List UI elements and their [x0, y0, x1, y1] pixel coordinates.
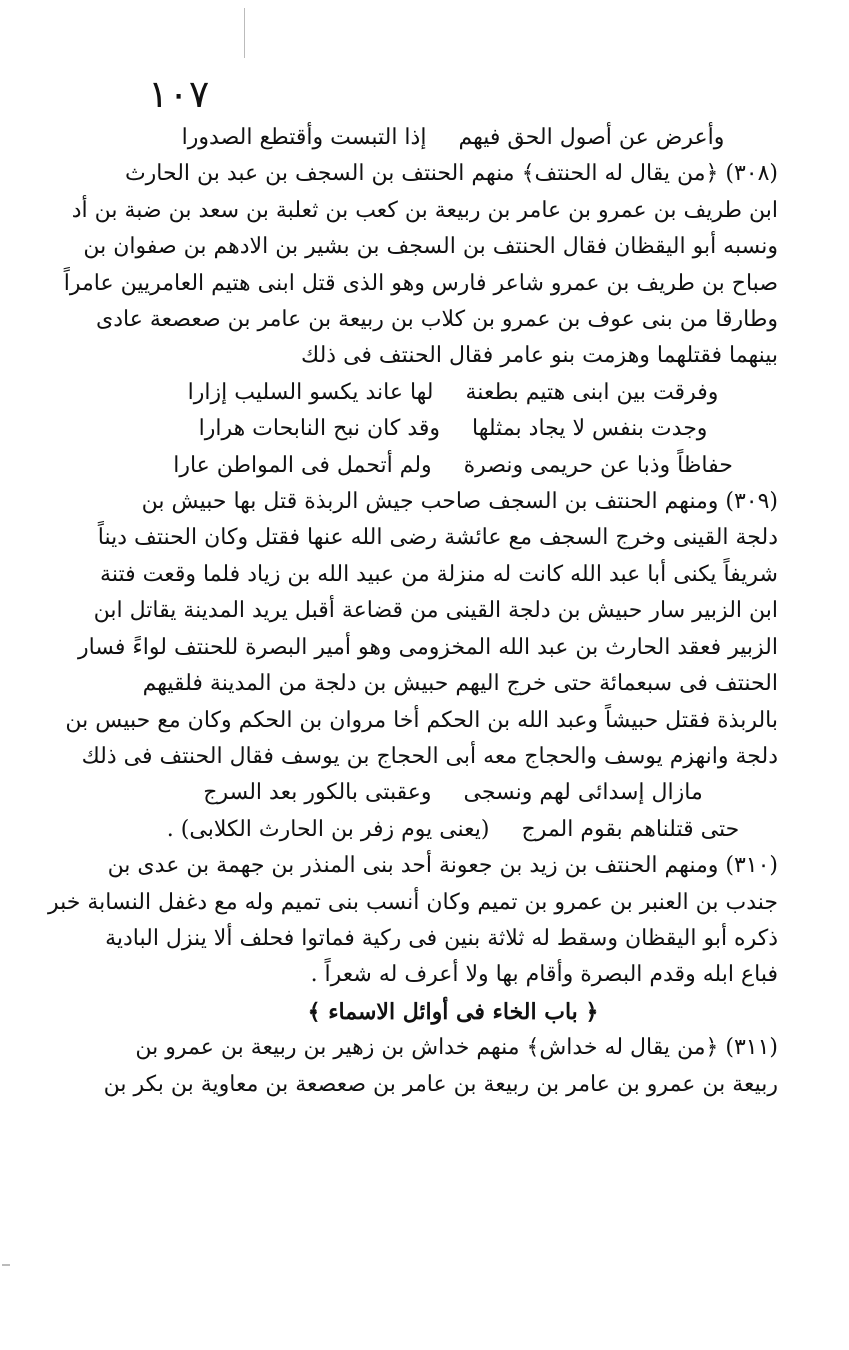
verse-line [128, 411, 778, 447]
prose-line: شريفاً يكنى أبا عبد الله كانت له منزلة من عبيد الله بن زياد فلما وقعت فتنة [100, 561, 778, 587]
prose-line: دلجة القينى وخرج السجف مع عائشة رضى الله عنها فقتل وكان الحنتف ديناً [97, 525, 778, 551]
prose-line: بالربذة فقتل حبيشاً وعبد الله بن الحكم أخا مروان بن الحكم وكان مع حبيس بن [65, 707, 778, 733]
verse-first-hemistich: وفرقت بين ابنى هتيم بطعنة [465, 379, 719, 405]
prose-line: (٣٠٨) ﴿من يقال له الحنتف﴾ منهم الحنتف بن السجف بن عبد بن الحارث [124, 161, 778, 187]
verse-second-hemistich: (يعنى يوم زفر بن الحارث الكلابى) . [166, 816, 490, 842]
verse-line [128, 120, 778, 156]
prose-line: بينهما فقتلهما وهزمت بنو عامر فقال الحنتف فى ذلك [301, 343, 778, 369]
verse-first-hemistich: وجدت بنفس لا يجاد بمثلها [472, 416, 708, 442]
verse-first-hemistich: حتى قتلناهم بقوم المرج [521, 816, 740, 842]
page-number: ١٠٧ [148, 72, 210, 116]
prose-line: وطارقا من بنى عوف بن عمرو بن كلاب بن ربيعة بن عامر بن صعصعة عادى [96, 307, 778, 333]
prose-line: (٣٠٩) ومنهم الحنتف بن السجف صاحب جيش الربذة قتل بها حبيش بن [141, 489, 778, 515]
prose-line: فباع ابله وقدم البصرة وأقام بها ولا أعرف له شعراً . [310, 962, 778, 988]
prose-line: الزبير فعقد الحارث بن عبد الله المخزومى وهو أمير البصرة للحنتف لواءً فسار [77, 634, 778, 660]
scan-mark [2, 1264, 10, 1266]
verse-second-hemistich: ولم أتحمل فى المواطن عارا [173, 452, 432, 478]
verse-second-hemistich: وعقبتى بالكور بعد السرج [203, 780, 432, 806]
prose-line: جندب بن العنبر بن عمرو بن تميم وكان أنسب بنى تميم وله مع دغفل النسابة خبر [47, 889, 778, 915]
section-heading: ﴿ باب الخاء فى أوائل الاسماء ﴾ [307, 998, 599, 1025]
page-text [47, 120, 778, 1103]
verse-second-hemistich: إذا التبست وأقتطع الصدورا [181, 125, 427, 150]
prose-line: ربيعة بن عمرو بن عامر بن ربيعة بن عامر بن صعصعة بن معاوية بن بكر بن [103, 1071, 778, 1097]
verse-first-hemistich: وأعرض عن أصول الحق فيهم [458, 125, 725, 150]
verse-first-hemistich: حفاظاً وذبا عن حريمى ونصرة [463, 452, 733, 478]
prose-line: صباح بن طريف بن عمرو شاعر فارس وهو الذى قتل ابنى هتيم العامريين عامراً [63, 270, 778, 296]
prose-line: ابن الزبير سار حبيش بن دلجة القينى من قضاعة أقبل يريد المدينة يقاتل ابن [93, 598, 778, 624]
prose-line: ابن طريف بن عمرو بن عامر بن ربيعة بن كعب بن ثعلبة بن سعد بن ضبة بن أد [71, 197, 778, 223]
prose-line: ونسبه أبو اليقظان فقال الحنتف بن السجف بن بشير بن الادهم بن صفوان بن [83, 234, 778, 260]
verse-line [128, 812, 778, 848]
prose-line: (٣١١) ﴿من يقال له خداش﴾ منهم خداش بن زهير بن ربيعة بن عمرو بن [135, 1035, 778, 1061]
verse-first-hemistich: مازال إسدائى لهم ونسجى [463, 780, 703, 806]
verse-second-hemistich: لها عاند يكسو السليب إزارا [187, 379, 434, 405]
binding-mark [244, 8, 245, 58]
prose-line: دلجة وانهزم يوسف والحجاج معه أبى الحجاج بن يوسف فقال الحنتف فى ذلك [81, 743, 778, 769]
verse-line [128, 448, 778, 484]
prose-line: (٣١٠) ومنهم الحنتف بن زيد بن جعونة أحد بنى المنذر بن جهمة بن عدى بن [107, 853, 778, 879]
verse-second-hemistich: وقد كان نبح النابحات هرارا [198, 416, 441, 442]
verse-line [128, 775, 778, 811]
prose-line: ذكره أبو اليقظان وسقط له ثلاثة بنين فى ركية فماتوا فحلف ألا ينزل البادية [105, 925, 778, 951]
prose-line: الحنتف فى سبعمائة حتى خرج اليهم حبيش بن دلجة من المدينة فلقيهم [142, 671, 778, 697]
verse-line [128, 375, 778, 411]
